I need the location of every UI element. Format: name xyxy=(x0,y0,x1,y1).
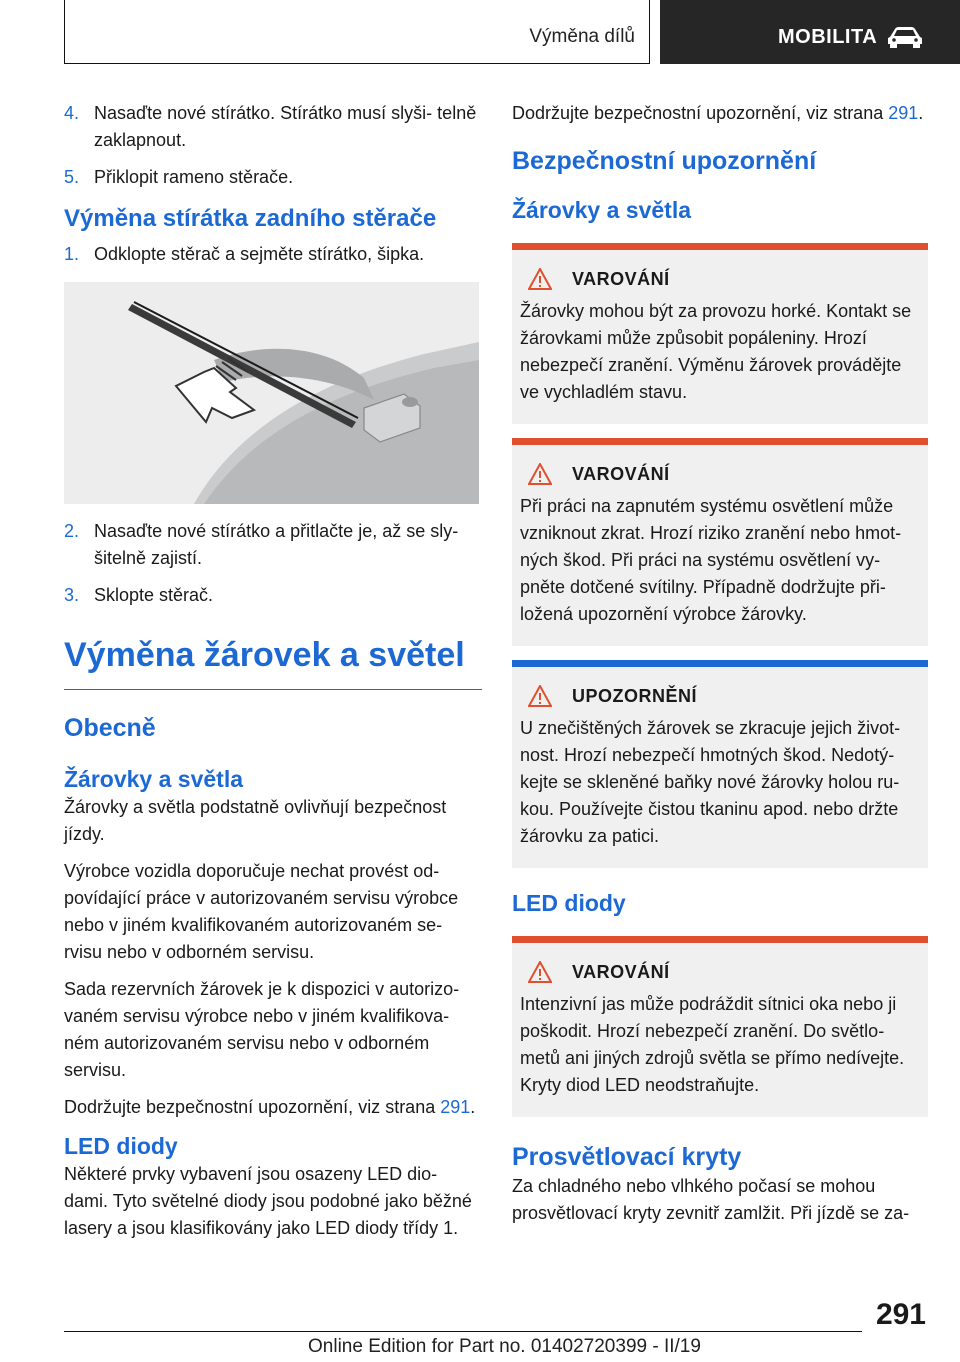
step-text: Nasaďte nové stírátko a přitlačte je, až se sly‐ šitelně zajistí. xyxy=(94,521,459,568)
warning-triangle-icon xyxy=(528,463,552,485)
paragraph: Žárovky a světla podstatně ovlivňují bezpečnost jízdy. xyxy=(64,797,447,844)
notice-label: UPOZORNĚNÍ xyxy=(572,685,698,706)
safety-reference-text: Dodržujte bezpečnostní upozornění, viz strana xyxy=(512,103,884,123)
chapter-title: MOBILITA xyxy=(778,26,878,48)
warning-box xyxy=(512,243,928,424)
rear-wiper-heading: Výměna stírátka zadního stěrače xyxy=(64,205,437,232)
right-column xyxy=(512,100,928,1237)
period: . xyxy=(470,1097,476,1117)
step-number: 4. xyxy=(64,103,80,123)
warning-text: Žárovky mohou být za provozu horké. Kontakt se žárovkami může způsobit popáleniny. Hrozí nebezpečí zranění. Výměnu žárovek provádějte ve vychladlém stavu. xyxy=(520,301,912,402)
step-text: Přiklopit rameno stěrače. xyxy=(94,167,294,187)
car-icon xyxy=(886,26,924,48)
paragraph: Výrobce vozidla doporučuje nechat provést od‐ povídající práce v autorizovaném servisu výrobce nebo v jiném kvalifikovaném autorizovaném se‐ rvisu nebo v odborném servisu. xyxy=(64,861,459,962)
warning-box xyxy=(512,438,928,646)
bulbs-lights-heading: Žárovky a světla xyxy=(512,197,692,223)
step-number: 5. xyxy=(64,167,80,187)
step-text: Sklopte stěrač. xyxy=(94,585,214,605)
step-text: Odklopte stěrač a sejměte stírátko, šipka. xyxy=(94,244,425,264)
left-column xyxy=(64,100,482,1252)
section-title: Výměna dílů xyxy=(529,26,635,47)
edition-footer: Online Edition for Part no. 01402720399 - II/19 xyxy=(308,1336,701,1357)
step-1 xyxy=(64,241,482,268)
step-text: Nasaďte nové stírátko. Stírátko musí slyši‐ telně zaklapnout. xyxy=(94,103,477,150)
led-paragraph: Některé prvky vybavení jsou osazeny LED dio‐ dami. Tyto světelné diody jsou podobné jako běžné lasery a jsou klasifikovány jako LED diody třídy 1. xyxy=(64,1164,472,1238)
led-heading: LED diody xyxy=(512,890,626,916)
page-link[interactable]: 291 xyxy=(888,103,919,123)
safety-heading: Bezpečnostní upozornění xyxy=(512,147,817,175)
warning-label: VAROVÁNÍ xyxy=(572,463,670,484)
footer-divider xyxy=(64,1331,862,1332)
period: . xyxy=(918,103,924,123)
step-3 xyxy=(64,582,482,609)
warning-header xyxy=(520,961,920,983)
safety-reference xyxy=(64,1094,482,1121)
chapter-tab xyxy=(660,0,960,64)
page-link[interactable]: 291 xyxy=(440,1097,471,1117)
paragraph: Sada rezervních žárovek je k dispozici v autorizo‐ vaném servisu výrobce nebo v jiném kvalifikova‐ ném autorizovaném servisu nebo v odborném servisu. xyxy=(64,979,460,1080)
warning-box xyxy=(512,936,928,1117)
step-2 xyxy=(64,518,482,572)
bulbs-lights-heading: Žárovky a světla xyxy=(64,766,244,792)
step-number: 3. xyxy=(64,585,80,605)
general-heading: Obecně xyxy=(64,714,156,742)
led-heading: LED diody xyxy=(64,1133,178,1159)
warning-header xyxy=(520,463,920,485)
step-number: 1. xyxy=(64,244,80,264)
arrow-icon xyxy=(176,358,254,422)
warning-text: Při práci na zapnutém systému osvětlení může vzniknout zkrat. Hrozí riziko zranění nebo hmot‐ ných škod. Při práci na systému osvětlení vy‐ pněte dotčené svítilny. Případně dodržujte při‐ ložená upozornění výrobce žárovky. xyxy=(520,496,902,624)
safety-reference xyxy=(512,100,928,127)
step-number: 2. xyxy=(64,521,80,541)
safety-reference-text: Dodržujte bezpečnostní upozornění, viz strana xyxy=(64,1097,436,1117)
warning-triangle-icon xyxy=(528,268,552,290)
covers-heading: Prosvětlovací kryty xyxy=(512,1143,742,1171)
covers-paragraph: Za chladného nebo vlhkého počasí se mohou prosvětlovací kryty zevnitř zamlžit. Při jízdě se za‐ xyxy=(512,1176,910,1223)
wiper-drawing xyxy=(64,282,479,504)
step-5 xyxy=(64,164,482,191)
warning-label: VAROVÁNÍ xyxy=(572,268,670,289)
notice-header xyxy=(520,685,920,707)
rear-wiper-illustration xyxy=(64,282,479,504)
header-section-tab xyxy=(64,0,650,64)
notice-box xyxy=(512,660,928,868)
page-number: 291 xyxy=(875,1298,926,1331)
warning-text: Intenzivní jas může podráždit sítnici oka nebo ji poškodit. Hrozí nebezpečí zranění. Do světlo‐ metů ani jiných zdrojů světla se přímo nedívejte. Kryty diod LED neodstraňujte. xyxy=(520,994,905,1095)
warning-triangle-icon xyxy=(528,685,552,707)
bulbs-chapter-heading: Výměna žárovek a světel xyxy=(64,635,482,690)
notice-text: U znečištěných žárovek se zkracuje jejich život‐ nost. Hrozí nebezpečí hmotných škod. Nedotý‐ kejte se skleněné baňky nové žárovky holou ru‐ kou. Používejte čistou tkaninu apod. nebo držte žárovku za patici. xyxy=(520,718,901,846)
step-4 xyxy=(64,100,482,154)
warning-header xyxy=(520,268,920,290)
warning-label: VAROVÁNÍ xyxy=(572,961,670,982)
warning-triangle-icon xyxy=(528,961,552,983)
